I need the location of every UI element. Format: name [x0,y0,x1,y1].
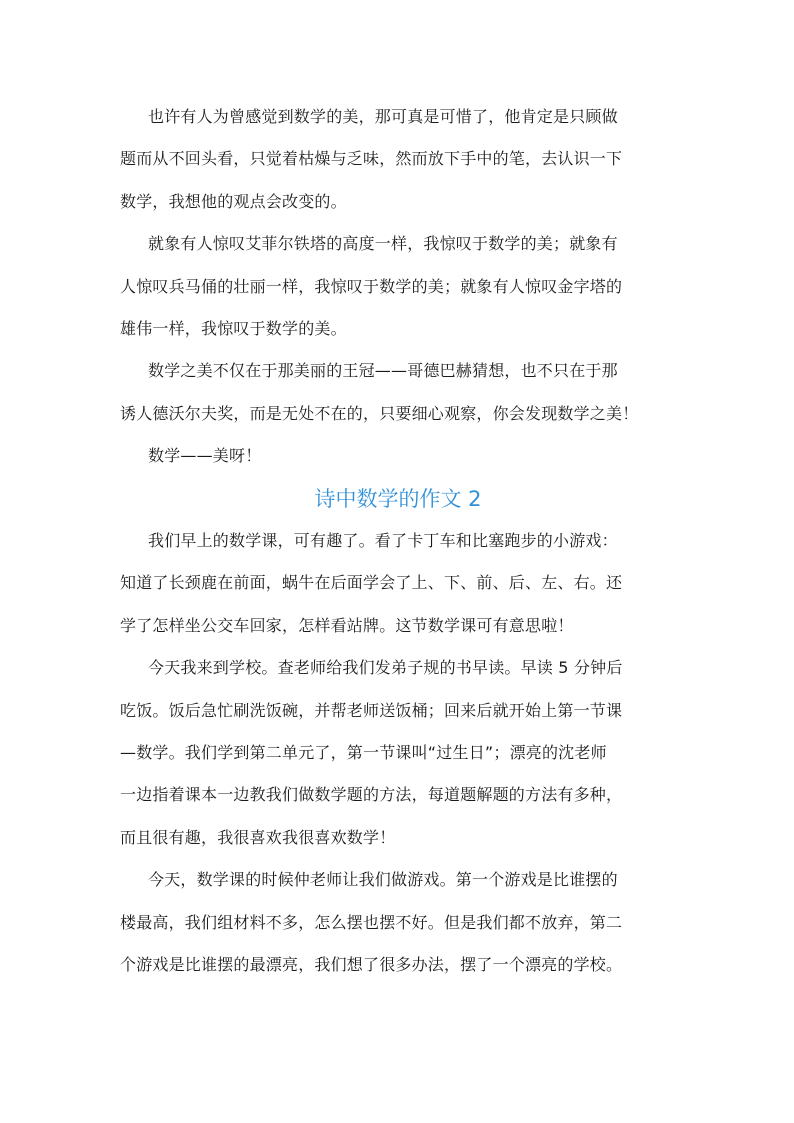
text-line: 我们早上的数学课，可有趣了。看了卡丁车和比塞跑步的小游戏： [148,531,618,551]
text-line: 个游戏是比谁摆的最漂亮，我们想了很多办法，摆了一个漂亮的学校。 [120,955,623,975]
text-line: 知道了长颈鹿在前面，蜗牛在后面学会了上、下、前、后、左、右。还 [120,573,623,593]
text-line: 吃饭。饭后急忙刷洗饭碗，并帮老师送饭桶；回来后就开始上第一节课 [120,700,623,720]
paragraph-school-day [120,647,676,859]
text-line: 学了怎样坐公交车回家，怎样看站牌。这节数学课可有意思啦！ [120,615,574,635]
text-line: —数学。我们学到第二单元了，第一节课叫“过生日”；漂亮的沈老师 [120,743,607,763]
paragraph-math-beauty-regret [120,96,676,223]
section-heading: 诗中数学的作文 2 [314,486,482,511]
text-line: 人惊叹兵马俑的壮丽一样，我惊叹于数学的美；就象有人惊叹金字塔的 [120,276,623,296]
text-line: 今天我来到学校。查老师给我们发弟子规的书早读。早读 5 分钟后 [148,658,623,678]
text-line: 诱人德沃尔夫奖，而是无处不在的，只要细心观察，你会发现数学之美！ [120,403,639,423]
text-line: 就象有人惊叹艾菲尔铁塔的高度一样，我惊叹于数学的美；就象有 [148,234,618,254]
document-page [120,96,676,987]
text-line: 也许有人为曾感觉到数学的美，那可真是可惜了，他肯定是只顾做 [148,107,618,126]
text-line: 雄伟一样，我惊叹于数学的美。 [120,319,347,339]
paragraph-marvel-comparison [120,223,676,350]
text-line: 而且很有趣，我很喜欢我很喜欢数学！ [120,827,396,847]
text-line: 数学——美呀！ [148,446,262,466]
paragraph-math-games [120,859,676,986]
text-line: 今天，数学课的时候仲老师让我们做游戏。第一个游戏是比谁摆的 [148,870,618,890]
paragraph-morning-math-class [120,520,676,647]
paragraph-exclamation [120,435,676,477]
paragraph-beauty-everywhere [120,350,676,435]
text-line: 题而从不回头看，只觉着枯燥与乏味，然而放下手中的笔，去认识一下 [120,149,623,169]
text-line: 一边指着课本一边教我们做数学题的方法，每道题解题的方法有多种， [120,785,623,805]
text-line: 数学，我想他的观点会改变的。 [120,191,347,211]
text-line: 数学之美不仅在于那美丽的王冠——哥德巴赫猜想，也不只在于那 [148,361,618,381]
text-line: 楼最高，我们组材料不多，怎么摆也摆不好。但是我们都不放弃，第二 [120,912,623,932]
